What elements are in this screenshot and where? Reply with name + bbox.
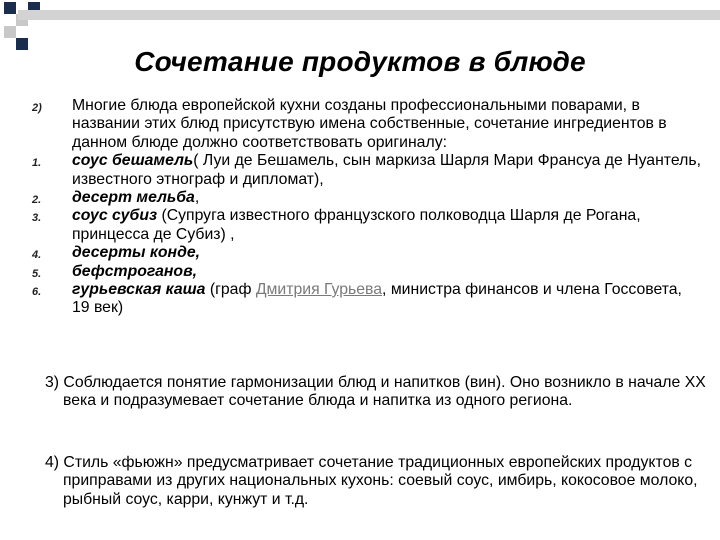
slide-title: Сочетание продуктов в блюде — [134, 46, 586, 77]
item-text-before: (граф — [205, 281, 256, 299]
item-text: (Супруга известного французского полководца Шарля де Рогана, принцесса де Субиз) , — [72, 207, 641, 243]
intro-item — [32, 97, 702, 152]
intro-number: 2) — [32, 102, 42, 114]
paragraph-4: 4) Стиль «фьюжн» предусматривает сочетание традиционных европейских продуктов с приправами из других национальных кухонь: соевый соус, имбирь, кокосовое молоко, рыбный соус, карри, кунжут и т.д. — [45, 454, 698, 508]
list-item — [32, 244, 702, 262]
item-term: бефстроганов, — [72, 262, 197, 280]
item-number: 3. — [32, 212, 42, 225]
gurev-link[interactable]: Дмитрия Гурьева — [255, 281, 383, 299]
item-number: 2. — [32, 194, 42, 207]
item-term: соус субиз — [72, 207, 158, 225]
item-term: соус бешамель — [72, 152, 194, 170]
item-number: 5. — [32, 267, 42, 280]
item-number: 4. — [32, 249, 42, 262]
item-number: 1. — [32, 157, 42, 170]
item-text: , — [194, 189, 200, 207]
paragraph-3: 3) Соблюдается понятие гармонизации блюд и напитков (вин). Оно возникло в начале XX века и подразумевает сочетание блюда и напитка из одного региона. — [45, 374, 706, 410]
list-item — [32, 281, 702, 318]
decor-square-dark — [4, 2, 16, 14]
item-text: ( Луи де Бешамель, сын маркиза Шарля Мари Франсуа де Нуантель, известного этнограф и дипломат), — [72, 152, 701, 188]
decor-top-bar — [18, 10, 720, 20]
item-term: десерты конде, — [72, 244, 201, 262]
item-text-after: , министра финансов и члена Госсовета, 19 век) — [72, 281, 682, 317]
item-number: 6. — [32, 286, 42, 299]
list-item — [32, 263, 702, 281]
list-item — [32, 207, 702, 244]
list-item — [32, 152, 702, 189]
item-term: десерт мельба — [72, 189, 195, 207]
intro-text: Многие блюда европейской кухни созданы профессиональными поварами, в названии этих блюд присутствую имена собственные, сочетание ингредиентов в данном блюде должно соответствовать оригиналу: — [72, 97, 667, 151]
decor-square-light-2 — [4, 26, 16, 38]
list-item — [32, 189, 702, 207]
item-term: гурьевская каша — [72, 281, 206, 299]
content-list — [32, 97, 702, 318]
